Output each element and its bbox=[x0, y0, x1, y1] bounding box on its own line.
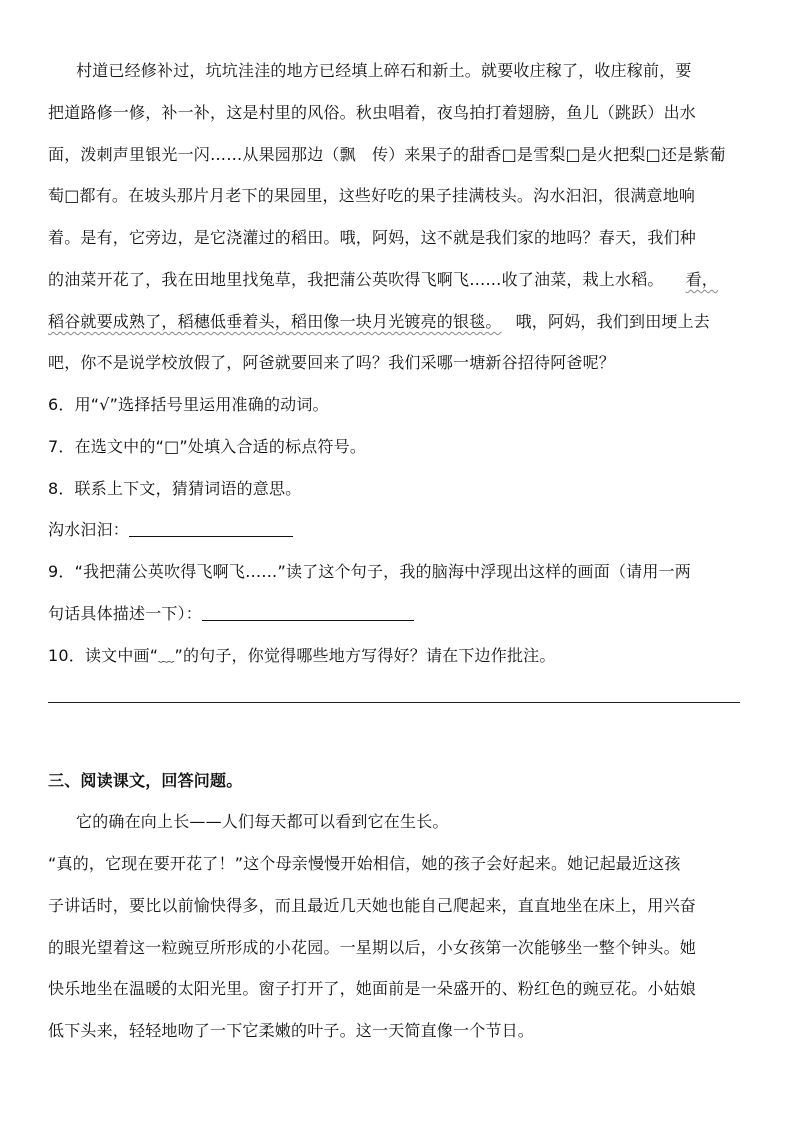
section3-line-6: 低下头来，轻轻地吻了一下它柔嫩的叶子。这一天简直像一个节日。 bbox=[48, 1021, 535, 1040]
question-8-answer-row bbox=[48, 519, 748, 541]
question-9-line-1: 9．“我把蒲公英吹得飞啊飞……”读了这个句子，我的脑海中浮现出这样的画面（请用一两 bbox=[48, 562, 691, 581]
section3-line-1: 它的确在向上长——人们每天都可以看到它在生长。 bbox=[76, 812, 449, 831]
question-7: 7．在选文中的“□”处填入合适的标点符号。 bbox=[48, 437, 367, 456]
question-9-answer-blank[interactable] bbox=[202, 604, 414, 621]
wavy-underlined-sentence: 稻谷就要成熟了，稻穗低垂着头，稻田像一块月光镀亮的银毯。 bbox=[48, 312, 502, 331]
question-6: 6．用“√”选择括号里运用准确的动词。 bbox=[48, 395, 329, 414]
passage1-line-4: 萄□都有。在坡头那片月老下的果园里，这些好吃的果子挂满枝头。沟水汩汩，很满意地响 bbox=[48, 186, 696, 205]
passage1-line-6-text: 的油菜开花了，我在田地里找兔草，我把蒲公英吹得飞啊飞……收了油菜，栽上水稻。 bbox=[48, 270, 664, 289]
passage1-line-6 bbox=[48, 269, 748, 291]
answer-line[interactable] bbox=[48, 702, 740, 703]
section3-line-3: 子讲话时，要比以前愉快得多，而且最近几天她也能自己爬起来，直直地坐在床上，用兴奋 bbox=[48, 896, 697, 915]
passage1-line-7 bbox=[48, 311, 748, 333]
passage1-line-5: 着。是有，它旁边，是它浇灌过的稻田。哦，阿妈，这不就是我们家的地吗？春天，我们种 bbox=[48, 228, 697, 247]
section3-line-5: 快乐地坐在温暖的太阳光里。窗子打开了，她面前是一朵盛开的、粉红色的豌豆花。小姑娘 bbox=[48, 979, 697, 998]
passage1-line-7-rest: 哦，阿妈，我们到田埂上去 bbox=[515, 312, 711, 331]
section-3-heading: 三、阅读课文，回答问题。 bbox=[48, 771, 243, 790]
section3-line-4: 的眼光望着这一粒豌豆所形成的小花园。一星期以后，小女孩第一次能够坐一整个钟头。她 bbox=[48, 938, 697, 957]
question-8-term: 沟水汩汩： bbox=[48, 520, 130, 539]
question-8-answer-blank[interactable] bbox=[129, 520, 293, 537]
wavy-underlined-sentence-start: 看， bbox=[685, 270, 719, 289]
passage1-line-2: 把道路修一修，补一补，这是村里的风俗。秋虫唱着，夜鸟拍打着翅膀，鱼儿（跳跃）出水 bbox=[48, 103, 697, 122]
section3-line-2: “真的，它现在要开花了！”这个母亲慢慢开始相信，她的孩子会好起来。她记起最近这孩 bbox=[48, 854, 681, 873]
question-9-line-2 bbox=[48, 603, 748, 625]
question-10: 10．读文中画“﹏”的句子，你觉得哪些地方写得好？请在下边作批注。 bbox=[48, 646, 556, 665]
question-9-prompt: 句话具体描述一下）： bbox=[48, 604, 203, 623]
question-8: 8．联系上下文，猜猜词语的意思。 bbox=[48, 479, 302, 498]
passage1-line-1: 村道已经修补过，坑坑洼洼的地方已经填上碎石和新土。就要收庄稼了，收庄稼前，要 bbox=[76, 61, 692, 80]
passage1-line-8: 吧，你不是说学校放假了，阿爸就要回来了吗？我们采哪一塘新谷招待阿爸呢？ bbox=[48, 353, 616, 372]
passage1-line-3: 面，泼刺声里银光一闪……从果园那边（飘 传）来果子的甜香□是雪梨□是火把梨□还是紫葡 bbox=[48, 145, 726, 164]
